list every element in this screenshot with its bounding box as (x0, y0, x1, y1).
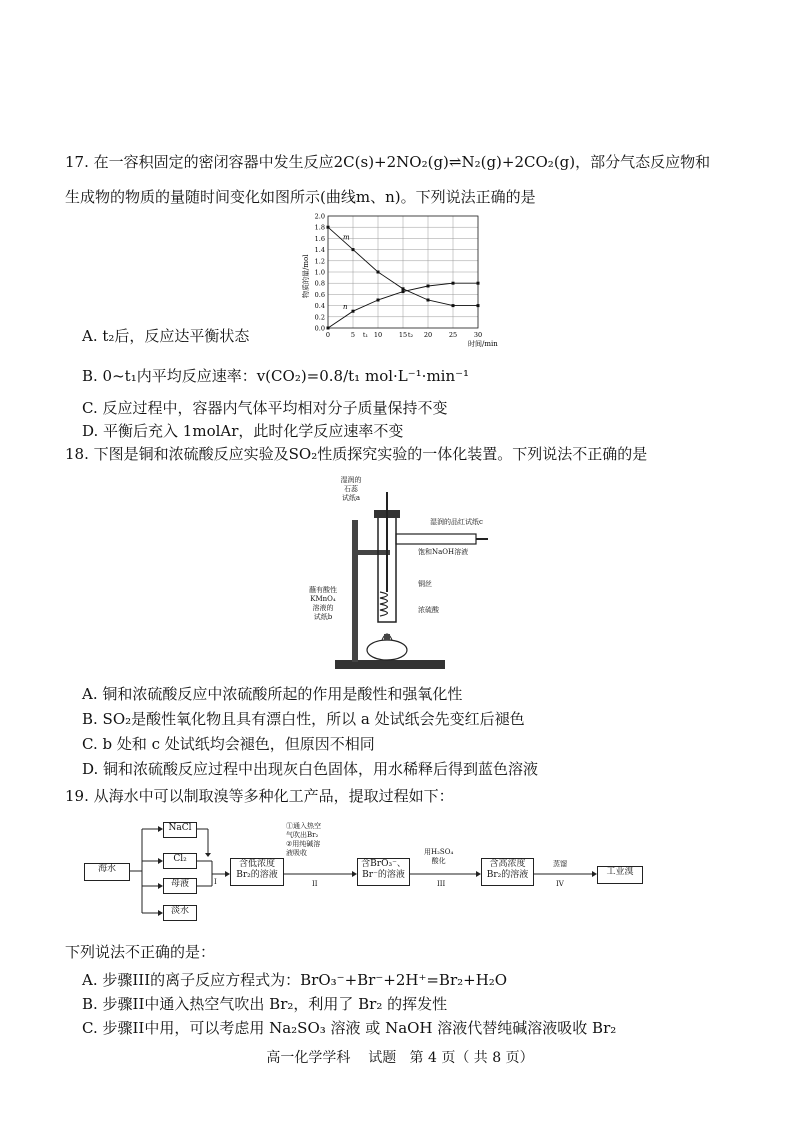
series-point-n (327, 327, 330, 330)
y-tick-label: 1.4 (314, 246, 325, 255)
q17-option-b: B. 0~t₁内平均反应速率：v(CO₂)=0.8/t₁ mol·L⁻¹·min⁻¹ (82, 367, 470, 385)
q19-stem: 19. 从海水中可以制取溴等多种化工产品，提取过程如下： (65, 787, 454, 805)
q17-option-c: C. 反应过程中，容器内气体平均相对分子质量保持不变 (82, 399, 448, 417)
flow-mother-liquor: 母液 (163, 878, 197, 894)
y-tick-label: 1.0 (314, 268, 325, 277)
flow-cl2: Cl₂ (163, 853, 197, 869)
y-tick-label: 1.8 (314, 223, 325, 232)
flow-step3-note: 用H₂SO₄ 酸化 (424, 848, 454, 865)
series-label-n: n (343, 303, 348, 312)
x-tick-label: 20 (423, 331, 433, 339)
x-tick-label: 30 (473, 331, 483, 339)
x-tick-label: t₁ (362, 331, 369, 339)
label-copper: 铜丝 (418, 580, 432, 588)
y-tick-label: 0.4 (314, 302, 325, 311)
series-point-m (427, 299, 430, 302)
q18-option-c: C. b 处和 c 处试纸均会褪色，但原因不相同 (82, 735, 375, 753)
series-point-n (402, 290, 405, 293)
q19-option-a: A. 步骤III的离子反应方程式为：BrO₃⁻+Br⁻+2H⁺=Br₂+H₂O (82, 971, 508, 989)
y-tick-label: 0.8 (314, 279, 325, 288)
label-acid: 浓硫酸 (418, 606, 439, 614)
x-tick-label: 5 (350, 331, 356, 339)
series-point-n (352, 310, 355, 313)
series-point-m (327, 226, 330, 229)
y-tick-label: 1.2 (314, 257, 325, 266)
chart-x-label: 时间/min (468, 340, 498, 348)
q17-chart (300, 210, 520, 350)
q17-option-a: A. t₂后，反应达平衡状态 (82, 327, 250, 345)
y-tick-label: 0.0 (314, 324, 325, 333)
series-point-n (477, 282, 480, 285)
q17-stem-line1: 17. 在一容积固定的密闭容器中发生反应2C(s)+2NO₂(g)⇌N₂(g)+2CO₂(g)，部分气态反应物和 (65, 153, 711, 171)
flow-fresh-water: 淡水 (163, 905, 197, 921)
q17-option-d: D. 平衡后充入 1molAr，此时化学反应速率不变 (82, 422, 404, 440)
series-point-m (402, 287, 405, 290)
series-point-m (452, 304, 455, 307)
q19-option-c: C. 步骤II中用，可以考虑用 Na₂SO₃ 溶液 或 NaOH 溶液代替纯碱溶液吸收 Br₂ (82, 1019, 617, 1037)
series-point-n (427, 285, 430, 288)
y-tick-label: 1.6 (314, 234, 325, 243)
y-tick-label: 0.6 (314, 290, 325, 299)
q19-option-b: B. 步骤II中通入热空气吹出 Br₂，利用了 Br₂ 的挥发性 (82, 995, 448, 1013)
label-magenta: 湿润的品红试纸c (430, 518, 483, 526)
label-litmus: 湿润的 石蕊 试纸a (340, 476, 362, 502)
flow-step2-note: ①通入热空 气吹出Br₂ ②用纯碱溶 液吸收 (286, 822, 321, 857)
series-point-m (352, 248, 355, 251)
series-label-m: m (343, 233, 350, 242)
flow-bro3-solution: 含BrO₃⁻、 Br⁻的溶液 (357, 858, 410, 886)
x-tick-label: 10 (373, 331, 383, 339)
series-point-m (477, 304, 480, 307)
flow-nacl: NaCl (163, 822, 197, 838)
flow-product: 工业溴 (597, 866, 643, 884)
series-point-n (377, 299, 380, 302)
flow-step-iv: IV (556, 880, 564, 888)
series-point-n (452, 282, 455, 285)
flow-seawater: 海水 (84, 863, 130, 881)
q18-apparatus-diagram (300, 472, 500, 677)
q18-option-a: A. 铜和浓硫酸反应中浓硫酸所起的作用是酸性和强氧化性 (82, 685, 463, 703)
label-kmno4: 蘸有酸性 KMnO₄ 溶液的 试纸b (309, 586, 337, 621)
chart-grid (328, 216, 478, 328)
series-point-m (377, 271, 380, 274)
label-naoh: 饱和NaOH溶液 (418, 548, 469, 556)
chart-x-ticks (326, 331, 482, 339)
y-tick-label: 2.0 (314, 212, 325, 221)
page-footer: 高一化学学科 试题 第 4 页（ 共 8 页） (266, 1050, 534, 1066)
x-tick-label: 0 (325, 331, 331, 339)
q18-option-d: D. 铜和浓硫酸反应过程中出现灰白色固体，用水稀释后得到蓝色溶液 (82, 760, 539, 778)
flow-step-i: I (214, 878, 217, 886)
flow-step-ii: II (312, 880, 318, 888)
q17-stem-line2: 生成物的物质的量随时间变化如图所示(曲线m、n)。下列说法正确的是 (65, 188, 536, 206)
flow-distill: 蒸馏 (553, 860, 567, 868)
flow-low-br2: 含低浓度 Br₂的溶液 (230, 858, 284, 886)
q19-sub-stem: 下列说法不正确的是： (65, 943, 216, 961)
y-tick-label: 0.2 (314, 313, 325, 322)
x-tick-label: t₂ (407, 331, 414, 339)
q18-option-b: B. SO₂是酸性氧化物且具有漂白性，所以 a 处试纸会先变红后褪色 (82, 710, 525, 728)
q18-stem: 18. 下图是铜和浓硫酸反应实验及SO₂性质探究实验的一体化装置。下列说法不正确的是 (65, 445, 648, 463)
chart-y-ticks (315, 213, 325, 333)
chart-y-label: 物质的量/mol (302, 254, 310, 298)
x-tick-label: 15 (398, 331, 408, 339)
flow-step-iii: III (437, 880, 446, 888)
x-tick-label: 25 (448, 331, 458, 339)
flow-high-br2: 含高浓度 Br₂的溶液 (481, 858, 534, 886)
